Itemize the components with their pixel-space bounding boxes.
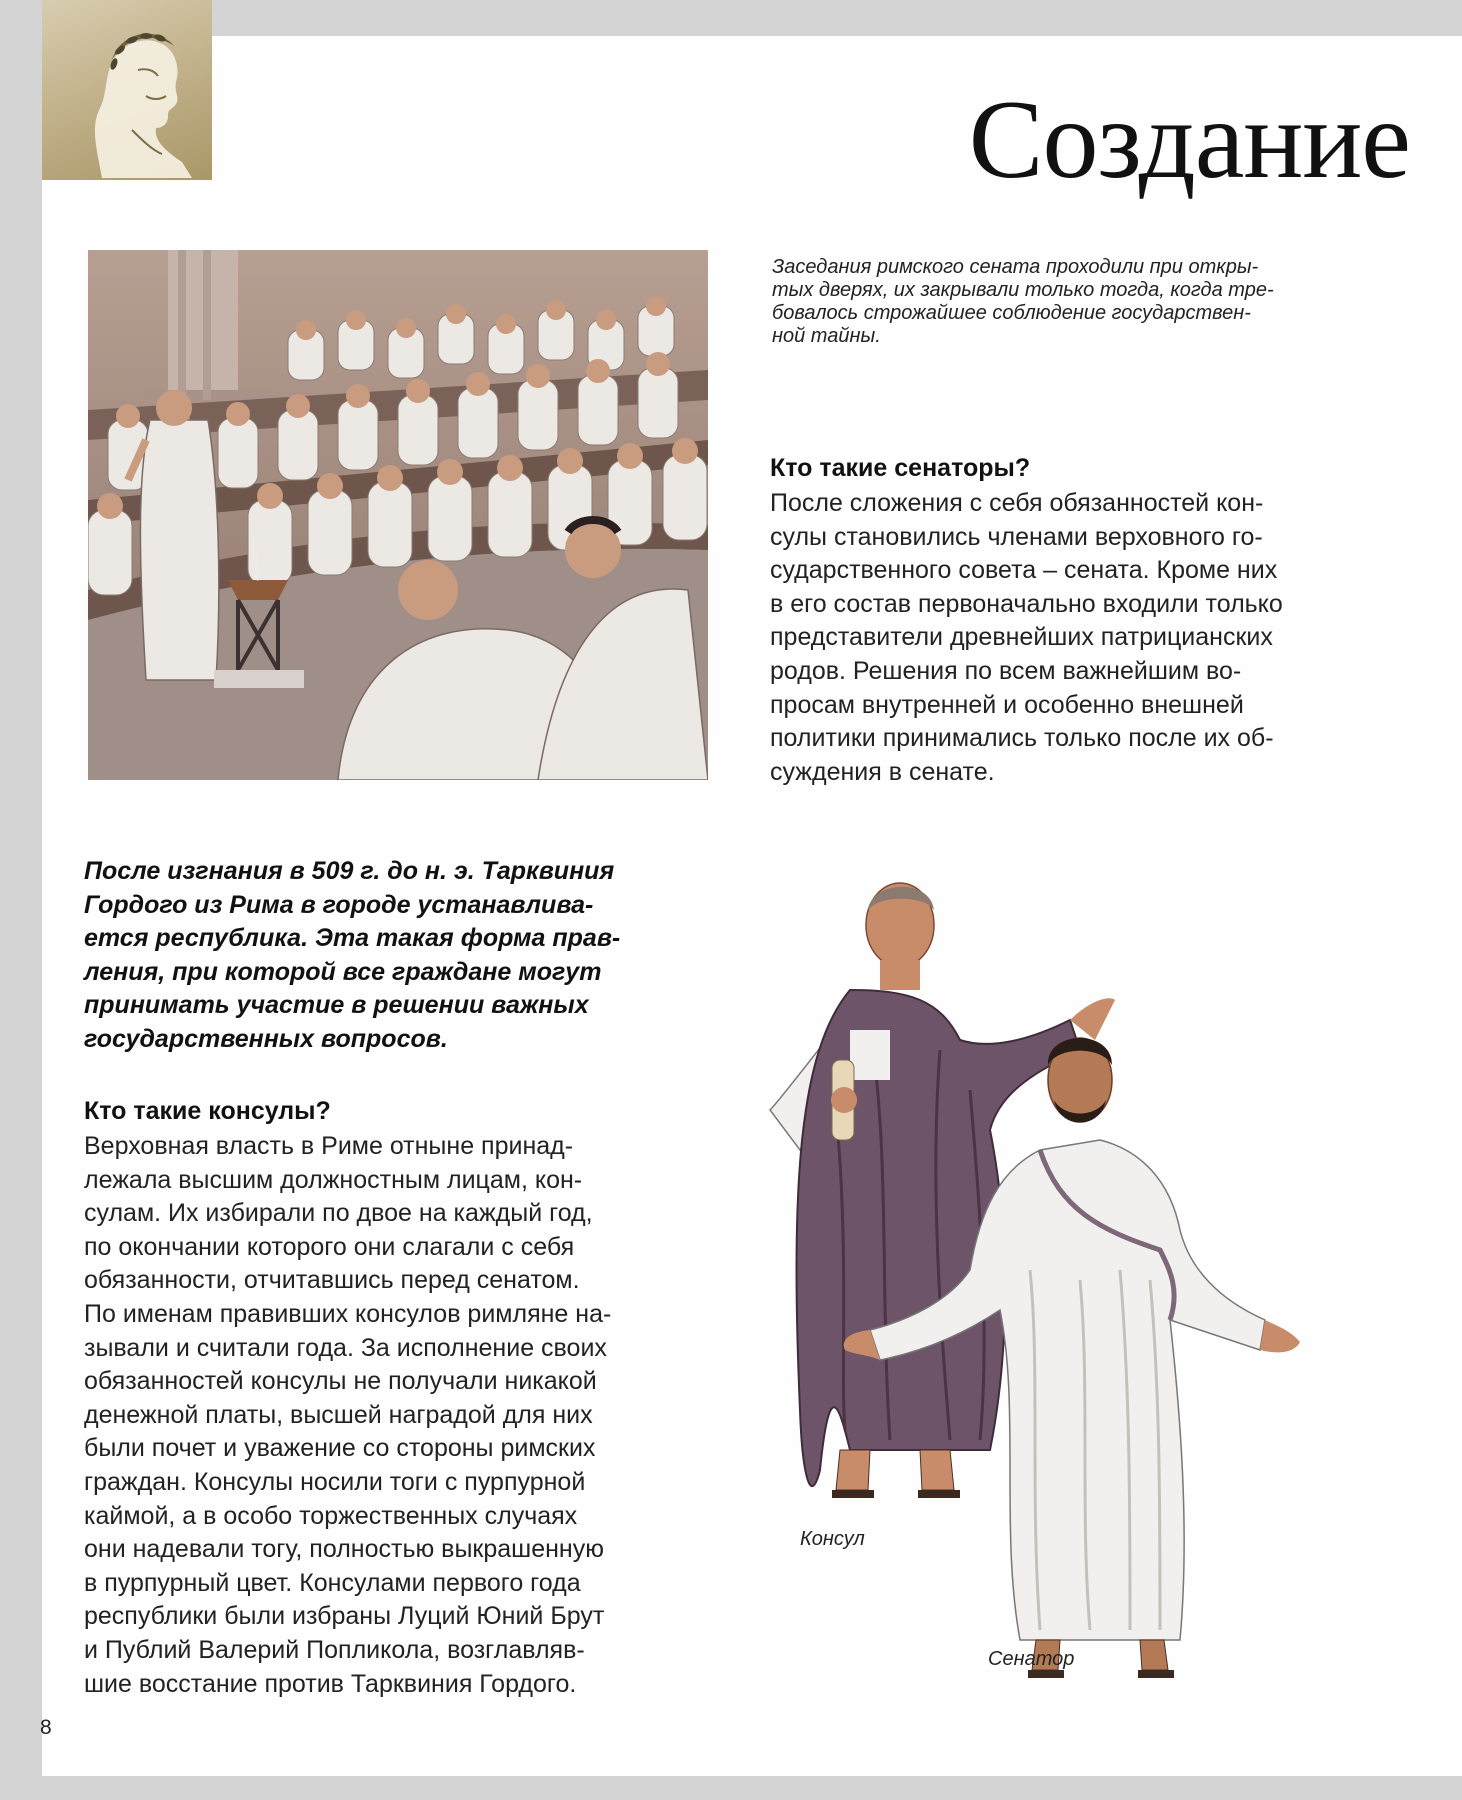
senators-paragraph: После сложения с себя обязанностей кон- сулы становились членами верховного го- сударственного совета – сената. Кроме них в его состав первоначально входили только представители древнейших патрицианских родов. Решения по всем важнейшим во- просам внутренней и особенно внешней политики принимались только после их об- суждения в сенате. — [770, 489, 1283, 786]
senator-label: Сенатор — [988, 1648, 1075, 1670]
page-number: 8 — [40, 1716, 52, 1739]
senate-session-illustration — [88, 250, 708, 780]
emperor-medallion-logo — [42, 0, 212, 180]
consul-and-senator-illustration — [740, 850, 1380, 1710]
page-title: Создание — [968, 78, 1410, 202]
senate-image-caption: Заседания римского сената проходили при откры- тых дверях, их закрывали только тогда, когда тре- бовалось строжайшее соблюдение государствен- ной тайны. — [772, 256, 1274, 347]
consul-label: Консул — [800, 1528, 865, 1550]
intro-paragraph: После изгнания в 509 г. до н. э. Тарквиния Гордого из Рима в городе устанавлива- ется республика. Эта такая форма прав- ления, при которой все граждане могут принимать участие в решении важных государственных вопросов. — [84, 857, 621, 1053]
consuls-paragraph: Верховная власть в Риме отныне принад- лежала высшим должностным лицам, кон- сулам. Их избирали по двое на каждый год, по окончании которого они слагали с себя обязанности, отчитавшись перед сенатом. По именам правивших консулов римляне на- зывали и считали года. За исполнение своих обязанностей консулы не получали никакой денежной платы, высшей наградой для них были почет и уважение со стороны римских граждан. Консулы носили тоги с пурпурной каймой, а в особо торжественных случаях они надевали тогу, полностью выкрашенную в пурпурный цвет. Консулами первого года республики были избраны Луций Юний Брут и Публий Валерий Попликола, возглавляв- шие восстание против Тарквиния Гордого. — [84, 1132, 612, 1698]
consuls-heading: Кто такие консулы? — [84, 1097, 331, 1125]
senators-heading: Кто такие сенаторы? — [770, 454, 1031, 482]
